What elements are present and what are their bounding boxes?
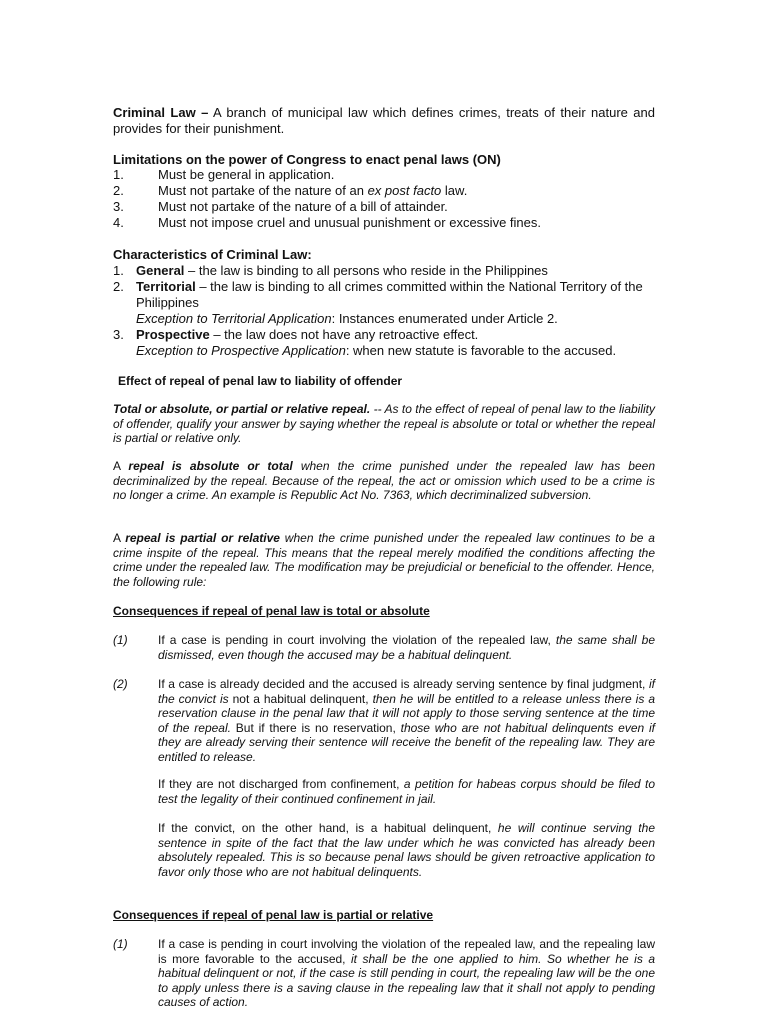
list-number: 2. <box>113 279 124 294</box>
list-number: 3. <box>113 327 124 342</box>
list-item: 1. General – the law is binding to all persons who reside in the Philippines <box>113 263 548 278</box>
list-item: 2. Must not partake of the nature of an ex post facto law. <box>113 183 468 198</box>
limitations-heading: Limitations on the power of Congress to enact penal laws (ON) <box>113 152 501 167</box>
total-paragraph-habeas: If they are not discharged from confinement, a petition for habeas corpus should be filed to test the legality of their continued confinement in jail. <box>158 777 655 806</box>
list-item: 1. Must be general in application. <box>113 167 335 182</box>
definition-paragraph <box>113 105 655 137</box>
definition-term: Criminal Law – <box>113 105 209 120</box>
definition-text: A branch of municipal law which defines crimes, treats of their nature and provides for their punishment. <box>113 105 655 136</box>
list-number: 1. <box>113 263 124 278</box>
list-number: (1) <box>113 633 128 647</box>
effect-heading: Effect of repeal of penal law to liability of offender <box>118 374 403 388</box>
list-item: 3. Must not partake of the nature of a bill of attainder. <box>113 199 448 214</box>
partial-heading: Consequences if repeal of penal law is partial or relative <box>113 908 434 922</box>
list-item: 3. Prospective – the law does not have any retroactive effect. Exception to Prospective Application: when new statute is favorable to the accused. <box>113 327 617 358</box>
effect-paragraph-3: A repeal is partial or relative when the crime punished under the repealed law continues to be a crime inspite of the repeal. This means that the repeal merely modified the conditions affecting the crime under the repealed law. The modification may be prejudicial or beneficial to the offender. Hence, the following rule: <box>113 531 655 589</box>
effect-paragraph-2: A repeal is absolute or total when the crime punished under the repealed law has been decriminalized by the repeal. Because of the repeal, the act or omission which used to be a crime is no longer a crime. An example is Republic Act No. 7363, which decriminalized subversion. <box>113 459 655 503</box>
list-item: 4. Must not impose cruel and unusual punishment or excessive fines. <box>113 215 541 230</box>
list-number: 2. <box>113 183 124 198</box>
total-item-2: (2) If a case is already decided and the accused is already serving sentence by final judgment, if the convict is not a habitual delinquent, then he will be entitled to a release unless there is a reservation clause in the penal law that it will not apply to those serving sentence at the time of the repeal. But if there is no reservation, those who are not habitual delinquents even if they are already serving their sentence will receive the benefit of the repealing law. They are entitled to release. <box>113 677 656 764</box>
list-item: 2. Territorial – the law is binding to all crimes committed within the National Territory of the Philippines Exception to Territorial Application: Instances enumerated under Article 2. <box>113 279 643 326</box>
characteristics-list <box>113 263 655 359</box>
total-heading: Consequences if repeal of penal law is total or absolute <box>113 604 430 618</box>
total-item-1: (1) If a case is pending in court involving the violation of the repealed law, the same shall be dismissed, even though the accused may be a habitual delinquent. <box>113 633 655 662</box>
limitations-list <box>113 167 655 231</box>
list-number: 4. <box>113 215 124 230</box>
total-paragraph-habitual: If the convict, on the other hand, is a habitual delinquent, he will continue serving the sentence in spite of the fact that the law under which he was convicted has already been absolutely repealed. This is so because penal laws should be given retroactive application to favor only those who are not habitual delinquents. <box>158 821 655 879</box>
characteristics-heading: Characteristics of Criminal Law: <box>113 247 312 262</box>
effect-paragraph-1: Total or absolute, or partial or relative repeal. -- As to the effect of repeal of penal law to the liability of offender, qualify your answer by saying whether the repeal is absolute or total or whether the repeal is partial or relative only. <box>113 402 656 446</box>
list-number: (2) <box>113 677 128 691</box>
list-number: 3. <box>113 199 124 214</box>
list-number: 1. <box>113 167 124 182</box>
partial-item-1: (1) If a case is pending in court involving the violation of the repealed law, and the repealing law is more favorable to the accused, it shall be the one applied to him. So whether he is a habitual delinquent or not, if the case is still pending in court, the repealing law will be the one to apply unless there is a saving clause in the repealing law that it shall not apply to pending causes of action. <box>113 937 655 1010</box>
exception-label: Exception to Prospective Application <box>136 343 346 358</box>
exception-label: Exception to Territorial Application <box>136 311 332 326</box>
list-number: (1) <box>113 937 128 951</box>
